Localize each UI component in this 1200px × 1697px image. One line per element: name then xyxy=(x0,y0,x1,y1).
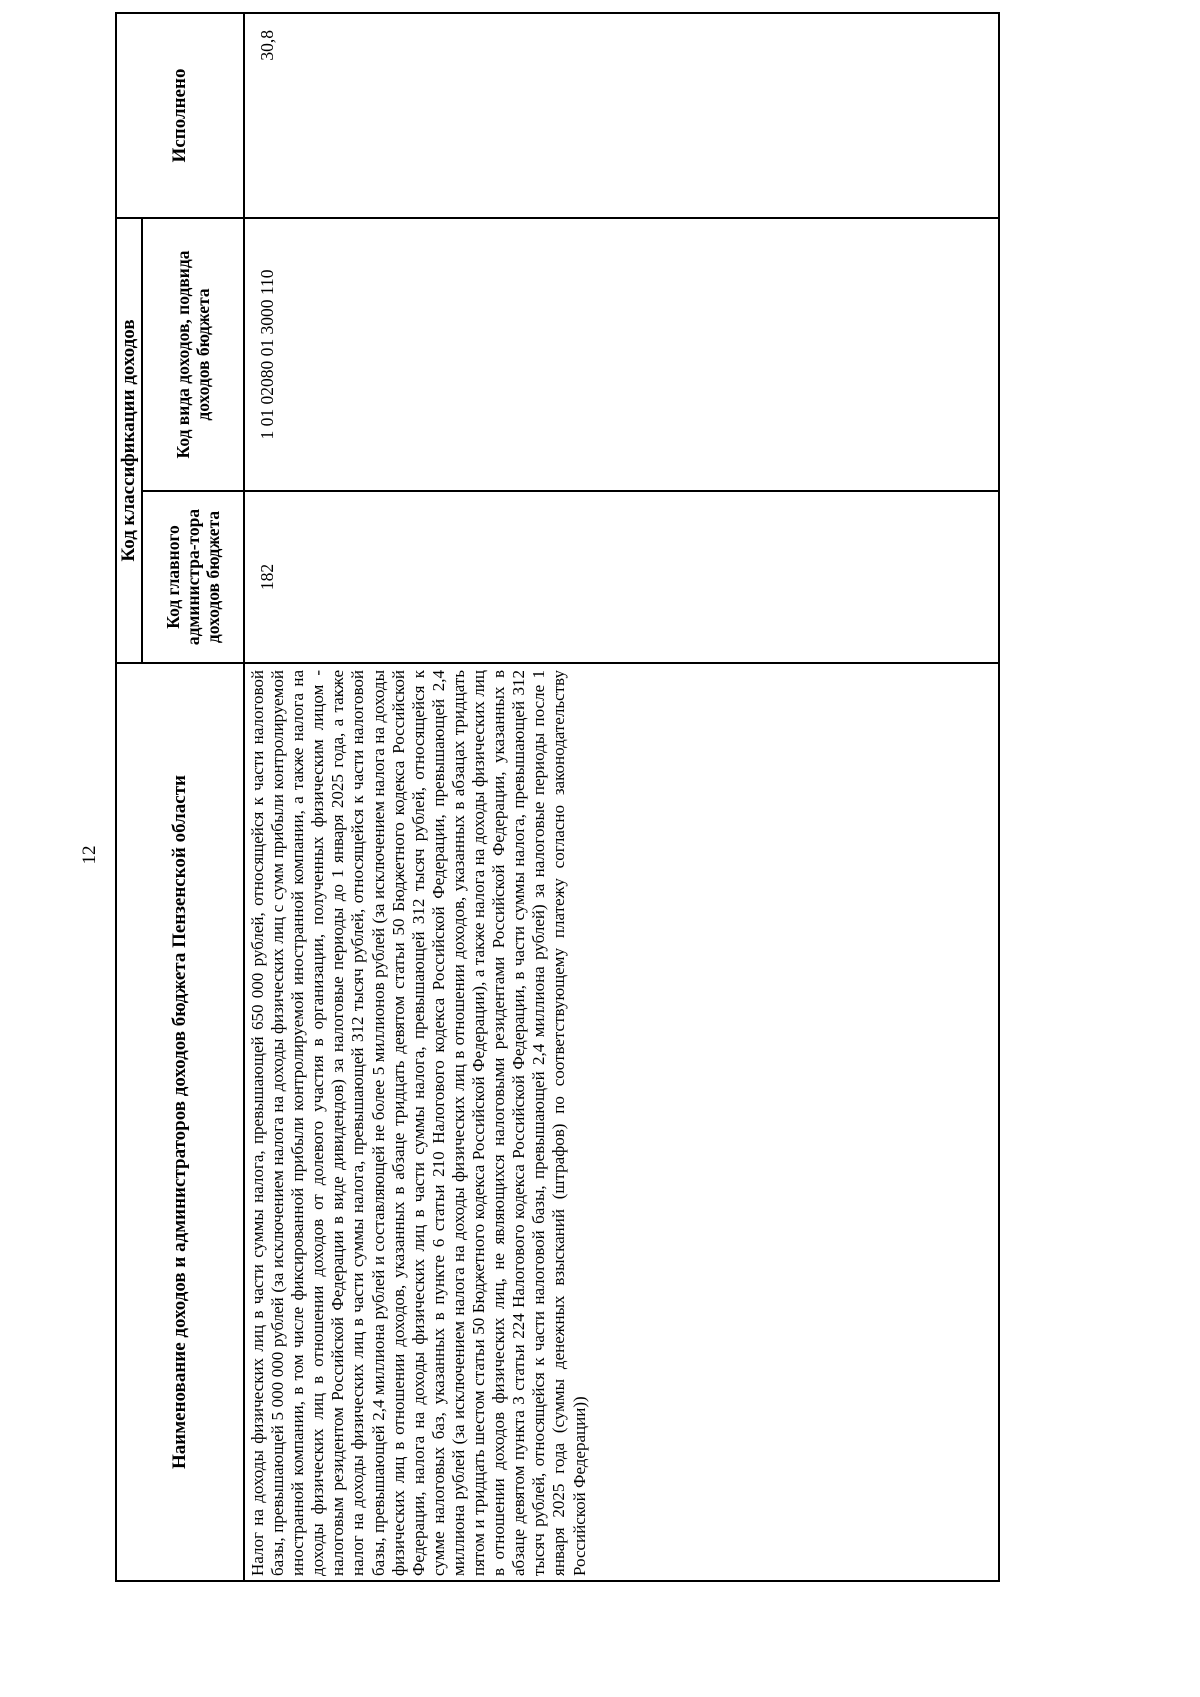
income-description-cell: Налог на доходы физических лиц в части суммы налога, превышающей 650 000 рублей, относящейся к части налоговой базы, превышающей 5 000 000 рублей (за исключением налога на доходы физических лиц с сумм прибыли контролируемой иностранной компании, в том числе фиксированной прибыли контролируемой иностранной компании, а также налога на доходы физических лиц в отношении доходов от долевого участия в организации, полученных физическим лицом - налоговым резидентом Российской Федерации в виде дивидендов) за налоговые периоды до 1 января 2025 года, а также налог на доходы физических лиц в части суммы налога, превышающей 312 тысяч рублей, относящейся к части налоговой базы, превышающей 2,4 миллиона рублей и составляющей не более 5 миллионов рублей (за исключением налога на доходы физических лиц в отношении доходов, указанных в абзаце тридцать девятом статьи 50 Бюджетного кодекса Российской Федерации, налога на доходы физических лиц в части суммы налога, превышающей 312 тысяч рублей, относящейся к сумме налоговых баз, указанных в пункте 6 статьи 210 Налогового кодекса Российской Федерации, превышающей 2,4 миллиона рублей (за исключением налога на доходы физических лиц в отношении доходов, указанных в абзацах тридцать пятом и тридцать шестом статьи 50 Бюджетного кодекса Российской Федерации), а также налога на доходы физических лиц в отношении доходов физических лиц, не являющихся налоговыми резидентами Российской Федерации, указанных в абзаце девятом пункта 3 статьи 224 Налогового кодекса Российской Федерации, в части суммы налога, превышающей 312 тысяч рублей, относящейся к части налоговой базы, превышающей 2,4 миллиона рублей) за налоговые периоды после 1 января 2025 года (суммы денежных взысканий (штрафов) по соответствующему платежу согласно законодательству Российской Федерации)) xyxy=(244,663,999,1581)
executed-value-cell: 30,8 xyxy=(244,13,999,218)
income-kind-code-cell: 1 01 02080 01 3000 110 xyxy=(244,218,999,491)
page-number: 12 xyxy=(79,845,100,865)
income-classification-table xyxy=(115,12,1000,1582)
table-row xyxy=(244,13,999,1581)
admin-code-cell: 182 xyxy=(244,491,999,663)
header-row-top xyxy=(116,13,142,1581)
income-classification-table-wrapper xyxy=(115,14,1000,1582)
header-admin-code: Код главного администра-тора доходов бюджета xyxy=(142,491,244,663)
header-executed: Исполнено xyxy=(116,13,244,218)
header-income-kind-code: Код вида доходов, подвида доходов бюджета xyxy=(142,218,244,491)
header-name-of-income: Наименование доходов и администраторов доходов бюджета Пензенской области xyxy=(116,663,244,1581)
header-classification-code: Код классификации доходов xyxy=(116,218,142,663)
